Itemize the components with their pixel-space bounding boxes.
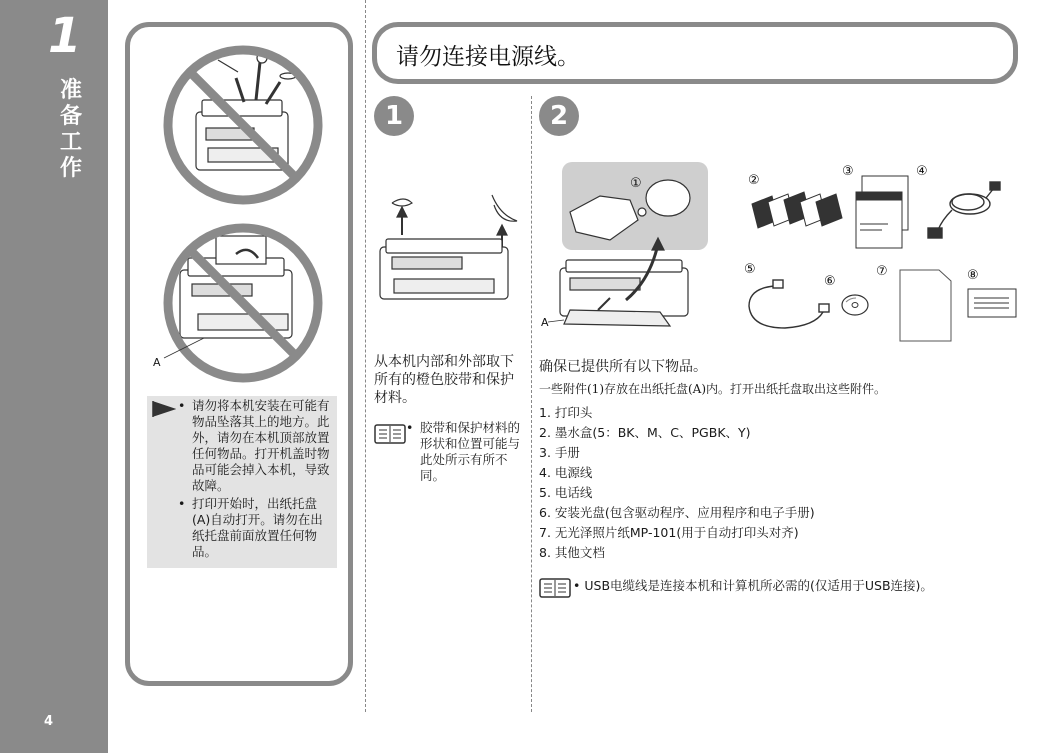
step-1-note: • 胶带和保护材料的形状和位置可能与此处所示有所不同。 [410, 420, 528, 484]
list-item: 5. 电话线 [539, 485, 593, 500]
remove-tape-illustration [372, 185, 522, 315]
step-1-number: 1 [374, 96, 414, 136]
no-objects-on-top-illustration [158, 40, 328, 210]
note-book-icon [539, 578, 571, 598]
chapter-sidebar [0, 0, 108, 753]
no-objects-front-tray-illustration [158, 218, 328, 388]
item-label-8: ⑧ [967, 268, 979, 283]
open-tray-illustration [540, 160, 710, 332]
setup-cd-illustration [840, 292, 870, 318]
item-label-5: ⑤ [744, 262, 756, 277]
step-2-note [573, 576, 933, 594]
item-label-2: ② [748, 173, 760, 188]
step-2-instruction: 确保已提供所有以下物品。 [539, 359, 707, 375]
list-item: 2. 墨水盒(5：BK、M、C、PGBK、Y) [539, 425, 751, 440]
chapter-number: 1 [48, 8, 82, 64]
item-label-3: ③ [842, 164, 854, 179]
caution-flag-icon [152, 400, 176, 418]
caution-list [178, 398, 334, 562]
step-1-instruction: 从本机内部和外部取下所有的橙色胶带和保护材料。 [374, 354, 514, 406]
list-item: 1. 打印头 [539, 405, 593, 420]
list-item: 7. 无光泽照片纸MP-101(用于自动打印头对齐) [539, 525, 799, 540]
included-items-list [539, 403, 815, 563]
other-documents-illustration [967, 288, 1017, 318]
page-title: 请勿连接电源线。 [396, 44, 580, 70]
photo-paper-illustration [899, 269, 953, 343]
step-2-note-text: USB电缆线是连接本机和计算机所必需的(仅适用于USB连接)。 [584, 578, 933, 593]
step-1-note-text: 胶带和保护材料的形状和位置可能与此处所示有所不同。 [420, 420, 521, 483]
note-bullet: • [573, 578, 581, 593]
page-number: 4 [44, 714, 54, 729]
item-label-4: ④ [916, 164, 928, 179]
item-label-7: ⑦ [876, 264, 888, 279]
step-divider [531, 96, 532, 712]
manuals-illustration [848, 174, 914, 254]
list-item: 6. 安装光盘(包含驱动程序、应用程序和电子手册) [539, 505, 815, 520]
item-label-1: ① [630, 176, 642, 191]
note-book-icon [374, 424, 406, 444]
list-item: 3. 手册 [539, 445, 580, 460]
tray-label-a: A [541, 316, 549, 329]
list-item: 8. 其他文档 [539, 545, 605, 560]
caution-item: • 打印开始时，出纸托盘(A)自动打开。请勿在出纸托盘前面放置任何物品。 [178, 496, 334, 560]
list-item: 4. 电源线 [539, 465, 593, 480]
column-divider [365, 0, 366, 712]
power-cord-illustration [922, 180, 1002, 244]
phone-cable-illustration [745, 278, 830, 334]
step-2-number: 2 [539, 96, 579, 136]
tray-label-a: A [153, 356, 161, 369]
chapter-title: 准备工作 [59, 78, 82, 181]
caution-item: • 请勿将本机安装在可能有物品坠落其上的地方。此外，请勿在本机顶部放置任何物品。打开机盖时物品可能会掉入本机，导致故障。 [178, 398, 334, 494]
item-label-6: ⑥ [824, 274, 836, 289]
step-2-subtext: 一些附件(1)存放在出纸托盘(A)内。打开出纸托盘取出这些附件。 [539, 382, 887, 396]
ink-tanks-illustration [748, 190, 848, 232]
